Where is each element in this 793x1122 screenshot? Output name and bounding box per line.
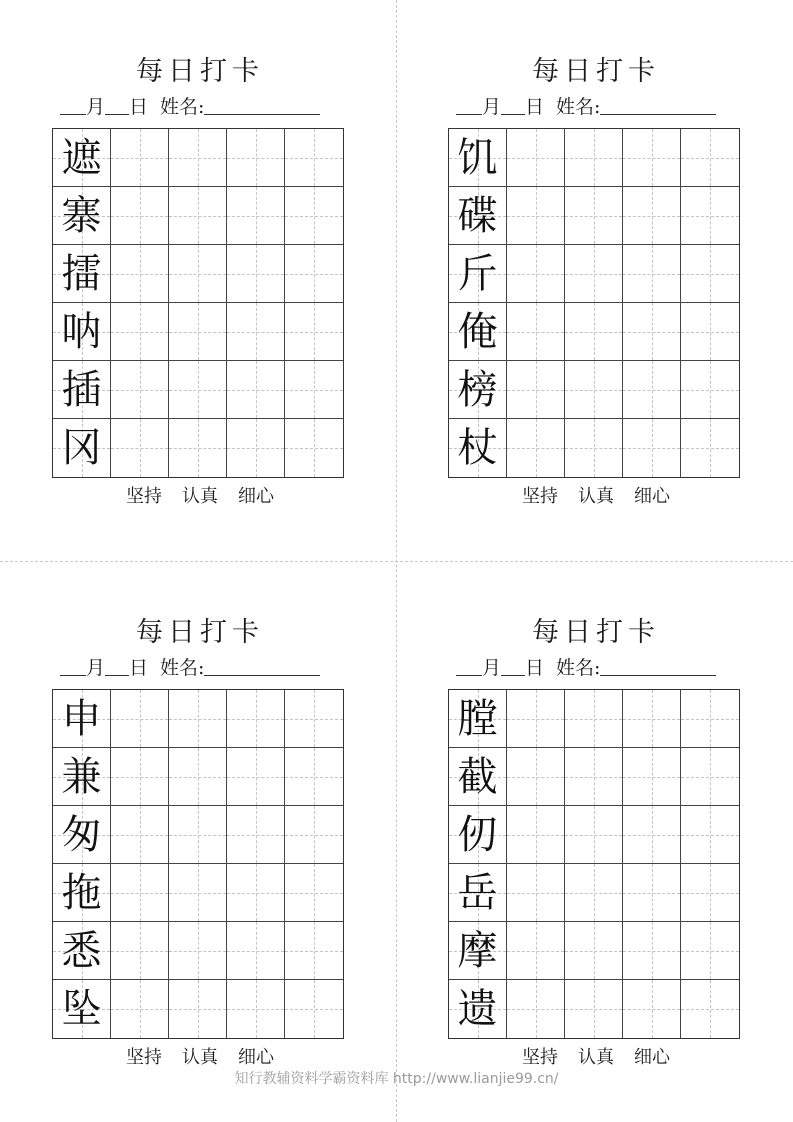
model-character: 饥 (457, 134, 498, 181)
model-character: 膛 (457, 695, 498, 742)
day-blank[interactable] (105, 92, 129, 115)
model-character-cell (53, 864, 111, 922)
practice-cell[interactable] (565, 922, 623, 980)
practice-cell[interactable] (507, 690, 565, 748)
practice-cell[interactable] (507, 187, 565, 245)
practice-cell[interactable] (111, 303, 169, 361)
practice-cell[interactable] (285, 129, 343, 187)
practice-cell[interactable] (623, 806, 681, 864)
model-character: 寨 (61, 192, 102, 239)
practice-cell[interactable] (285, 864, 343, 922)
practice-grid (448, 128, 740, 478)
day-label: 日 (129, 657, 149, 679)
practice-cell[interactable] (681, 245, 739, 303)
model-character-cell (449, 187, 507, 245)
date-name-row (60, 653, 350, 683)
model-character-cell (53, 748, 111, 806)
model-character: 截 (457, 753, 498, 800)
day-blank[interactable] (501, 92, 525, 115)
model-character-cell (449, 419, 507, 477)
date-name-row (456, 92, 746, 122)
model-character-cell (449, 748, 507, 806)
practice-cell[interactable] (227, 303, 285, 361)
practice-cell[interactable] (565, 129, 623, 187)
practice-cell[interactable] (285, 690, 343, 748)
practice-grid (52, 689, 344, 1039)
model-character-cell (53, 361, 111, 419)
practice-cell[interactable] (111, 806, 169, 864)
motto-row (446, 1045, 746, 1071)
model-character-cell (53, 690, 111, 748)
motto-careful: 细心 (634, 486, 670, 507)
practice-cell[interactable] (507, 361, 565, 419)
practice-cell[interactable] (623, 690, 681, 748)
day-label: 日 (525, 657, 545, 679)
practice-cell[interactable] (681, 187, 739, 245)
motto-persist: 坚持 (522, 486, 558, 507)
month-blank[interactable] (456, 653, 482, 676)
day-label: 日 (525, 96, 545, 118)
model-character-cell (449, 361, 507, 419)
practice-cell[interactable] (623, 922, 681, 980)
checkin-card (50, 52, 350, 512)
practice-cell[interactable] (623, 129, 681, 187)
checkin-card (446, 613, 746, 1073)
practice-cell[interactable] (169, 129, 227, 187)
practice-grid (448, 689, 740, 1039)
name-blank[interactable] (600, 92, 716, 115)
month-label: 月 (86, 96, 106, 118)
model-character: 兼 (61, 753, 102, 800)
model-character-cell (449, 303, 507, 361)
model-character: 榜 (457, 366, 498, 413)
model-character-cell (449, 245, 507, 303)
practice-cell[interactable] (623, 245, 681, 303)
checkin-card (446, 52, 746, 512)
practice-cell[interactable] (681, 690, 739, 748)
model-character-cell (53, 806, 111, 864)
motto-earnest: 认真 (578, 486, 614, 507)
practice-cell[interactable] (111, 245, 169, 303)
practice-cell[interactable] (507, 806, 565, 864)
practice-cell[interactable] (227, 922, 285, 980)
practice-cell[interactable] (111, 187, 169, 245)
practice-cell[interactable] (169, 922, 227, 980)
practice-cell[interactable] (623, 748, 681, 806)
practice-cell[interactable] (285, 419, 343, 477)
motto-row (50, 1045, 350, 1071)
model-character-cell (53, 245, 111, 303)
month-label: 月 (482, 657, 502, 679)
model-character: 遗 (457, 986, 498, 1032)
practice-cell[interactable] (507, 303, 565, 361)
practice-cell[interactable] (169, 187, 227, 245)
model-character: 悉 (61, 927, 102, 974)
practice-cell[interactable] (169, 690, 227, 748)
name-label: 姓名: (556, 657, 601, 679)
practice-cell[interactable] (681, 980, 739, 1038)
practice-cell[interactable] (285, 187, 343, 245)
model-character: 插 (61, 366, 102, 413)
practice-cell[interactable] (565, 806, 623, 864)
practice-cell[interactable] (111, 129, 169, 187)
practice-cell[interactable] (111, 419, 169, 477)
practice-cell[interactable] (111, 980, 169, 1038)
day-label: 日 (129, 96, 149, 118)
model-character: 碟 (457, 192, 498, 239)
model-character: 杖 (457, 425, 498, 471)
practice-cell[interactable] (285, 361, 343, 419)
model-character-cell (449, 864, 507, 922)
practice-cell[interactable] (227, 419, 285, 477)
practice-cell[interactable] (285, 748, 343, 806)
model-character-cell (449, 690, 507, 748)
practice-cell[interactable] (227, 748, 285, 806)
practice-cell[interactable] (169, 361, 227, 419)
practice-cell[interactable] (169, 748, 227, 806)
practice-cell[interactable] (285, 245, 343, 303)
practice-cell[interactable] (169, 980, 227, 1038)
practice-cell[interactable] (623, 361, 681, 419)
model-character: 遮 (61, 134, 102, 181)
practice-cell[interactable] (227, 690, 285, 748)
practice-cell[interactable] (565, 303, 623, 361)
model-character: 岳 (457, 869, 498, 916)
model-character-cell (53, 980, 111, 1038)
practice-cell[interactable] (565, 690, 623, 748)
day-blank[interactable] (105, 653, 129, 676)
date-name-row (60, 92, 350, 122)
practice-cell[interactable] (681, 129, 739, 187)
practice-cell[interactable] (681, 806, 739, 864)
practice-grid (52, 128, 344, 478)
practice-cell[interactable] (623, 187, 681, 245)
model-character-cell (449, 129, 507, 187)
card-title: 每日打卡 (532, 56, 660, 87)
model-character-cell (53, 419, 111, 477)
practice-cell[interactable] (111, 748, 169, 806)
date-name-row (456, 653, 746, 683)
model-character: 斤 (457, 250, 498, 297)
name-label: 姓名: (556, 96, 601, 118)
model-character: 匆 (61, 811, 102, 858)
practice-cell[interactable] (681, 419, 739, 477)
practice-cell[interactable] (507, 980, 565, 1038)
practice-cell[interactable] (111, 361, 169, 419)
practice-cell[interactable] (565, 361, 623, 419)
motto-earnest: 认真 (182, 1047, 218, 1068)
model-character: 拖 (61, 869, 102, 916)
model-character: 俺 (457, 308, 498, 355)
practice-cell[interactable] (565, 980, 623, 1038)
model-character: 坠 (61, 986, 102, 1032)
practice-cell[interactable] (169, 303, 227, 361)
practice-cell[interactable] (285, 980, 343, 1038)
month-blank[interactable] (60, 92, 86, 115)
practice-cell[interactable] (227, 129, 285, 187)
name-blank[interactable] (204, 92, 320, 115)
motto-careful: 细心 (634, 1047, 670, 1068)
horizontal-cut-line (0, 561, 793, 562)
practice-cell[interactable] (565, 864, 623, 922)
practice-cell[interactable] (681, 922, 739, 980)
model-character: 呐 (61, 308, 102, 355)
model-character: 冈 (61, 425, 102, 471)
model-character-cell (53, 922, 111, 980)
day-blank[interactable] (501, 653, 525, 676)
motto-persist: 坚持 (126, 1047, 162, 1068)
month-label: 月 (482, 96, 502, 118)
practice-cell[interactable] (111, 864, 169, 922)
motto-careful: 细心 (238, 486, 274, 507)
practice-cell[interactable] (623, 980, 681, 1038)
practice-cell[interactable] (507, 245, 565, 303)
name-blank[interactable] (204, 653, 320, 676)
model-character: 擂 (61, 250, 102, 297)
practice-cell[interactable] (227, 864, 285, 922)
card-title: 每日打卡 (532, 617, 660, 648)
practice-cell[interactable] (227, 980, 285, 1038)
motto-persist: 坚持 (126, 486, 162, 507)
practice-cell[interactable] (681, 303, 739, 361)
motto-row (50, 484, 350, 510)
practice-cell[interactable] (285, 806, 343, 864)
name-label: 姓名: (160, 657, 205, 679)
motto-persist: 坚持 (522, 1047, 558, 1068)
practice-cell[interactable] (169, 419, 227, 477)
practice-cell[interactable] (227, 361, 285, 419)
practice-cell[interactable] (507, 129, 565, 187)
practice-cell[interactable] (507, 419, 565, 477)
practice-cell[interactable] (565, 187, 623, 245)
footer-watermark: 知行教辅资料学霸资料库 http://www.lianjie99.cn/ (234, 1071, 559, 1087)
motto-earnest: 认真 (578, 1047, 614, 1068)
practice-cell[interactable] (285, 922, 343, 980)
practice-cell[interactable] (565, 748, 623, 806)
practice-cell[interactable] (507, 748, 565, 806)
practice-cell[interactable] (227, 806, 285, 864)
practice-cell[interactable] (111, 690, 169, 748)
model-character-cell (53, 303, 111, 361)
model-character-cell (449, 806, 507, 864)
practice-cell[interactable] (169, 864, 227, 922)
practice-cell[interactable] (285, 303, 343, 361)
practice-cell[interactable] (169, 245, 227, 303)
practice-cell[interactable] (227, 187, 285, 245)
practice-cell[interactable] (565, 245, 623, 303)
motto-row (446, 484, 746, 510)
model-character: 申 (61, 695, 102, 742)
card-title: 每日打卡 (136, 617, 264, 648)
name-blank[interactable] (600, 653, 716, 676)
name-label: 姓名: (160, 96, 205, 118)
practice-cell[interactable] (623, 864, 681, 922)
checkin-card (50, 613, 350, 1073)
card-title: 每日打卡 (136, 56, 264, 87)
month-blank[interactable] (60, 653, 86, 676)
practice-cell[interactable] (681, 748, 739, 806)
month-label: 月 (86, 657, 106, 679)
model-character: 仞 (457, 811, 498, 858)
model-character-cell (53, 129, 111, 187)
motto-careful: 细心 (238, 1047, 274, 1068)
practice-cell[interactable] (565, 419, 623, 477)
practice-cell[interactable] (623, 303, 681, 361)
model-character-cell (449, 980, 507, 1038)
practice-cell[interactable] (507, 864, 565, 922)
practice-cell[interactable] (169, 806, 227, 864)
model-character-cell (53, 187, 111, 245)
month-blank[interactable] (456, 92, 482, 115)
practice-cell[interactable] (623, 419, 681, 477)
model-character: 摩 (457, 927, 498, 974)
practice-cell[interactable] (507, 922, 565, 980)
motto-earnest: 认真 (182, 486, 218, 507)
practice-cell[interactable] (681, 361, 739, 419)
practice-cell[interactable] (111, 922, 169, 980)
practice-cell[interactable] (227, 245, 285, 303)
model-character-cell (449, 922, 507, 980)
practice-cell[interactable] (681, 864, 739, 922)
